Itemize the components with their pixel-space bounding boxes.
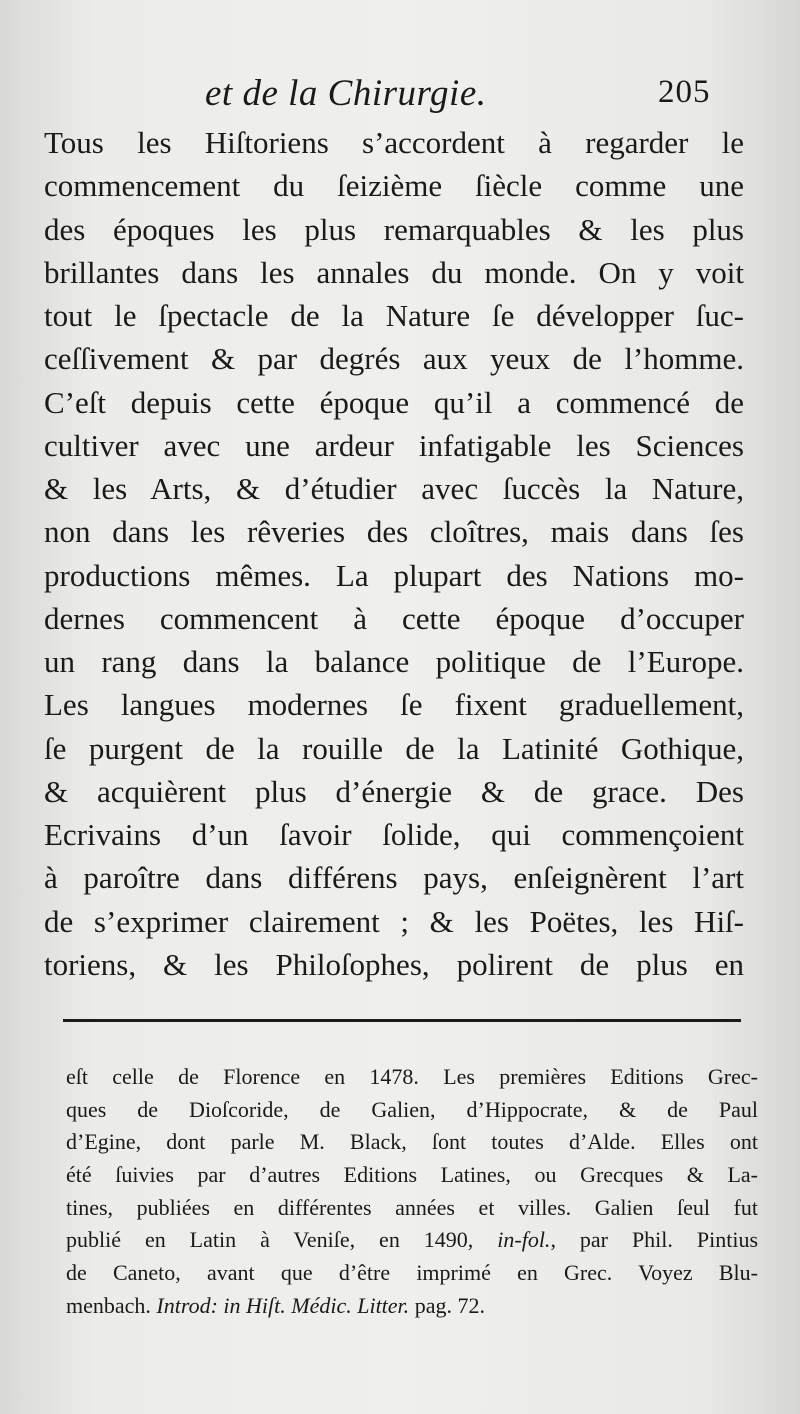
page-number: 205 [658, 74, 711, 110]
text-line: brillantes dans les annales du monde. On y voit [44, 254, 744, 290]
text-line: productions mêmes. La plupart des Nations mo- [44, 557, 744, 593]
running-title: et de la Chirurgie. [205, 73, 487, 114]
footnote-line: ques de Dioſcoride, de Galien, d’Hippocrate, & de Paul [66, 1096, 758, 1122]
text-line: cultiver avec une ardeur infatigable les Sciences [44, 427, 744, 463]
text-line: des époques les plus remarquables & les plus [44, 211, 744, 247]
text-line: à paroître dans différens pays, enſeignèrent l’art [44, 860, 744, 896]
text-line: ſe purgent de la rouille de la Latinité Gothique, [44, 730, 744, 766]
text-line: tout le ſpectacle de la Nature ſe développer ſuc- [44, 298, 744, 333]
footnote-line: d’Egine, dont parle M. Black, ſont toutes d’Alde. Elles ont [66, 1129, 758, 1155]
footnote-text: menbach. [66, 1292, 151, 1318]
text-line: Ecrivains d’un ſavoir ſolide, qui commençoient [44, 817, 744, 852]
text-line: commencement du ſeizième ſiècle comme une [44, 168, 744, 204]
footnote-italic: Introd: in Hiſt. Médic. Litter. [156, 1292, 410, 1318]
footnote-line-composite [66, 1290, 758, 1323]
footnote-text: , par Phil. Pintius [550, 1227, 759, 1253]
page-header [0, 68, 800, 128]
text-line: Tous les Hiſtoriens s’accordent à regarder le [44, 125, 744, 160]
footnote-line: tines, publiées en différentes années et villes. Galien ſeul fut [66, 1194, 758, 1220]
text-line: C’eſt depuis cette époque qu’il a commencé de [44, 384, 744, 420]
footnote [66, 1061, 758, 1323]
footnote-divider [63, 1019, 741, 1022]
main-text [44, 121, 744, 986]
text-line: un rang dans la balance politique de l’Europe. [44, 644, 744, 679]
footnote-italic: in-fol. [497, 1227, 551, 1253]
text-line: non dans les rêveries des cloîtres, mais dans ſes [44, 514, 744, 550]
text-line: & les Arts, & d’étudier avec ſuccès la Nature, [44, 471, 744, 506]
text-line: dernes commencent à cette époque d’occuper [44, 600, 744, 636]
text-line: ceſſivement & par degrés aux yeux de l’homme. [44, 341, 744, 377]
text-line: toriens, & les Philoſophes, polirent de plus en [44, 946, 744, 982]
text-line: & acquièrent plus d’énergie & de grace. Des [44, 773, 744, 809]
footnote-line-composite [66, 1224, 758, 1257]
footnote-line: été ſuivies par d’autres Editions Latines, ou Grecques & La- [66, 1162, 758, 1188]
footnote-text: publié en Latin à Veniſe, en 1490, [66, 1227, 474, 1253]
footnote-text: pag. 72. [414, 1292, 485, 1318]
text-line: Les langues modernes ſe fixent graduellement, [44, 687, 744, 723]
footnote-line: de Caneto, avant que d’être imprimé en Grec. Voyez Blu- [66, 1260, 758, 1286]
text-line: de s’exprimer clairement ; & les Poëtes, les Hiſ- [44, 903, 744, 939]
footnote-line: eſt celle de Florence en 1478. Les premières Editions Grec- [66, 1064, 758, 1089]
